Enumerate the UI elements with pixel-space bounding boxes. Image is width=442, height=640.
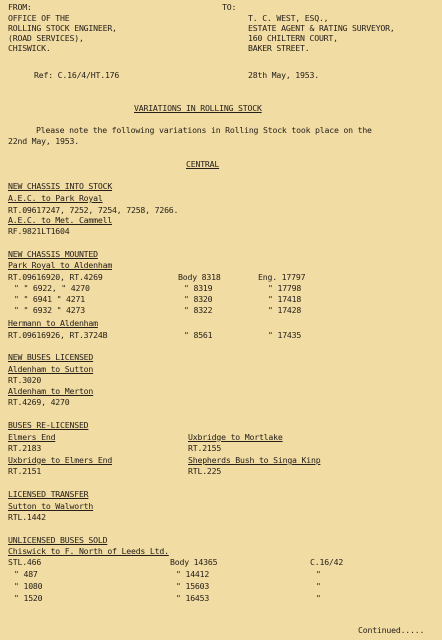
chassis-engine: Eng. 17797 xyxy=(258,272,306,282)
route-line: Uxbridge to Elmers End xyxy=(8,455,113,465)
chassis-row: " " 6941 " 4271 xyxy=(14,294,85,304)
route-line: A.E.C. to Met. Cammell xyxy=(8,215,113,225)
route-line: Hermann to Aldenham xyxy=(8,318,98,328)
chassis-body: " 8322 xyxy=(184,305,213,315)
sold-row: " 487 xyxy=(14,569,38,579)
route-line: Chiswick to F. North of Leeds Ltd. xyxy=(8,546,169,556)
route-line: Sutton to Walworth xyxy=(8,501,94,511)
chassis-engine: " 17798 xyxy=(268,283,302,293)
licensed-transfer-heading: LICENSED TRANSFER xyxy=(8,489,89,499)
route-line: Aldenham to Sutton xyxy=(8,364,94,374)
sold-row: STL.466 xyxy=(8,557,42,567)
chassis-row: RT.09616926, RT.3724B xyxy=(8,330,108,340)
route-line: Park Royal to Aldenham xyxy=(8,260,113,270)
route-line: Aldenham to Merton xyxy=(8,386,94,396)
from-label: FROM: xyxy=(8,2,32,12)
route-line: Uxbridge to Mortlake xyxy=(188,432,283,442)
bus-line: RT.2155 xyxy=(188,443,222,453)
from-line: OFFICE OF THE xyxy=(8,13,70,23)
chassis-engine: " 17435 xyxy=(268,330,302,340)
chassis-row: " " 6932 " 4273 xyxy=(14,305,85,315)
stock-line: RF.9821LT1604 xyxy=(8,226,70,236)
chassis-body: " 8320 xyxy=(184,294,213,304)
chassis-engine: " 17418 xyxy=(268,294,302,304)
chassis-body: " 8561 xyxy=(184,330,213,340)
to-line: 160 CHILTERN COURT, xyxy=(248,33,338,43)
sold-row: " 1520 xyxy=(14,593,43,603)
to-label: TO: xyxy=(222,2,237,12)
bus-line: RT.4269, 4270 xyxy=(8,397,70,407)
from-line: (ROAD SERVICES), xyxy=(8,33,84,43)
sold-ref: " xyxy=(316,569,321,579)
chassis-row: " " 6922, " 4270 xyxy=(14,283,90,293)
sold-ref: " xyxy=(316,581,321,591)
bus-line: RT.3020 xyxy=(8,375,42,385)
new-buses-licensed-heading: NEW BUSES LICENSED xyxy=(8,352,94,362)
sold-body: " 14412 xyxy=(176,569,210,579)
bus-line: RT.2183 xyxy=(8,443,42,453)
sold-row: " 1080 xyxy=(14,581,43,591)
new-chassis-mounted-heading: NEW CHASSIS MOUNTED xyxy=(8,249,98,259)
route-line: Elmers End xyxy=(8,432,56,442)
buses-re-licensed-heading: BUSES RE-LICENSED xyxy=(8,420,89,430)
to-line: T. C. WEST, ESQ., xyxy=(248,13,329,23)
chassis-body: Body 8318 xyxy=(178,272,221,282)
reference: Ref: C.16/4/HT.176 xyxy=(34,70,120,80)
new-chassis-into-stock-heading: NEW CHASSIS INTO STOCK xyxy=(8,181,113,191)
from-line: CHISWICK. xyxy=(8,43,51,53)
sold-body: Body 14365 xyxy=(170,557,218,567)
document-title: VARIATIONS IN ROLLING STOCK xyxy=(134,103,262,113)
date: 28th May, 1953. xyxy=(248,70,319,80)
route-line: Shepherds Bush to Singa Kinp xyxy=(188,455,321,465)
sold-body: " 15603 xyxy=(176,581,210,591)
to-line: BAKER STREET. xyxy=(248,43,310,53)
sold-ref: C.16/42 xyxy=(310,557,344,567)
chassis-body: " 8319 xyxy=(184,283,213,293)
sold-ref: " xyxy=(316,593,321,603)
continued-note: Continued..... xyxy=(358,625,425,635)
intro-line: 22nd May, 1953. xyxy=(8,136,79,146)
chassis-engine: " 17428 xyxy=(268,305,302,315)
from-line: ROLLING STOCK ENGINEER, xyxy=(8,23,117,33)
sold-body: " 16453 xyxy=(176,593,210,603)
bus-line: RT.2151 xyxy=(8,466,42,476)
route-line: A.E.C. to Park Royal xyxy=(8,193,103,203)
intro-line: Please note the following variations in Rolling Stock took place on the xyxy=(36,125,372,135)
section-heading: CENTRAL xyxy=(186,159,220,169)
chassis-row: RT.09616920, RT.4269 xyxy=(8,272,103,282)
unlicensed-buses-sold-heading: UNLICENSED BUSES SOLD xyxy=(8,535,108,545)
to-line: ESTATE AGENT & RATING SURVEYOR, xyxy=(248,23,395,33)
bus-line: RTL.225 xyxy=(188,466,222,476)
stock-line: RT.09617247, 7252, 7254, 7258, 7266. xyxy=(8,205,179,215)
bus-line: RTL.1442 xyxy=(8,512,46,522)
